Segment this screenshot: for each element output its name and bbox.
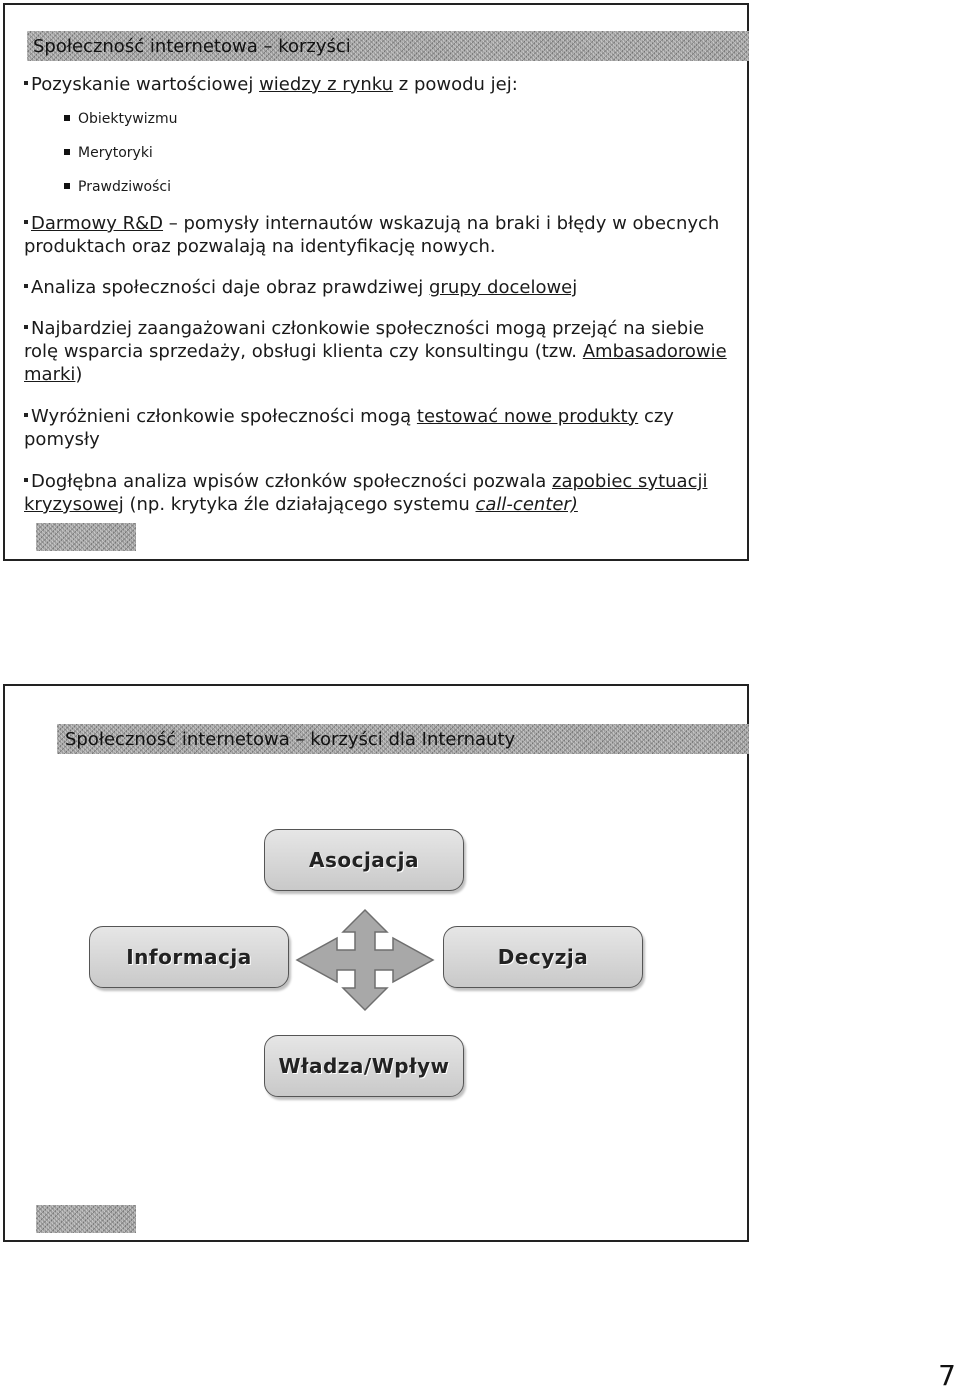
bullet-item: Darmowy R&D – pomysły internautów wskazują na braki i błędy w obecnych produktach oraz pozwalają na identyfikację nowych.: [24, 213, 720, 257]
slide-2: [3, 684, 749, 1242]
footer-logo-placeholder: [36, 523, 136, 551]
bullet-item: Najbardziej zaangażowani członkowie społeczności mogą przejąć na siebie rolę wsparcia sprzedaży, obsługi klienta czy konsultingu (tzw. Ambasadorowie marki): [24, 318, 727, 385]
page-number: 7: [938, 1359, 956, 1392]
square-bullet-icon: [64, 115, 70, 121]
slide-title: Społeczność internetowa – korzyści: [27, 31, 749, 61]
bullet-item: Dogłębna analiza wpisów członków społeczności pozwala zapobiec sytuacji kryzysowej (np. krytyka źle działającego systemu call-center): [24, 471, 708, 515]
sub-list-item: Obiektywizmu: [24, 110, 739, 128]
diagram-box-bottom: Władza/Wpływ: [264, 1035, 464, 1097]
bullet-icon: [24, 478, 28, 482]
bullet-item: Analiza społeczności daje obraz prawdziwej grupy docelowej: [24, 276, 739, 299]
bullet-item: Wyróżnieni członkowie społeczności mogą testować nowe produkty czy pomysły: [24, 406, 674, 450]
bullet-icon: [24, 325, 28, 329]
bullet-icon: [24, 284, 28, 288]
link-text[interactable]: Darmowy R&D: [31, 213, 164, 234]
link-text[interactable]: testować nowe produkty: [416, 406, 639, 427]
link-text[interactable]: wiedzy z rynku: [259, 74, 394, 95]
bullet-item: Pozyskanie wartościowej wiedzy z rynku z powodu jej:: [24, 73, 739, 96]
bullet-icon: [24, 220, 28, 224]
diagram-box-left: Informacja: [89, 926, 289, 988]
slide-content: [24, 73, 739, 516]
slide-1: [3, 3, 749, 561]
diagram-box-right: Decyzja: [443, 926, 643, 988]
slide-title: Społeczność internetowa – korzyści dla Internauty: [57, 724, 749, 754]
link-text[interactable]: zapobiec sytuacji kryzysowej: [24, 471, 708, 515]
sub-list-item: Merytoryki: [24, 144, 739, 162]
four-way-arrow-icon: [295, 908, 435, 1012]
link-text[interactable]: Ambasadorowie marki: [24, 341, 727, 385]
link-text[interactable]: grupy docelowej: [429, 277, 578, 298]
link-text[interactable]: call-center): [475, 494, 578, 515]
square-bullet-icon: [64, 183, 70, 189]
footer-logo-placeholder: [36, 1205, 136, 1233]
bullet-icon: [24, 413, 28, 417]
diagram-box-top: Asocjacja: [264, 829, 464, 891]
bullet-icon: [24, 81, 28, 85]
square-bullet-icon: [64, 149, 70, 155]
sub-list-item: Prawdziwości: [24, 178, 739, 196]
